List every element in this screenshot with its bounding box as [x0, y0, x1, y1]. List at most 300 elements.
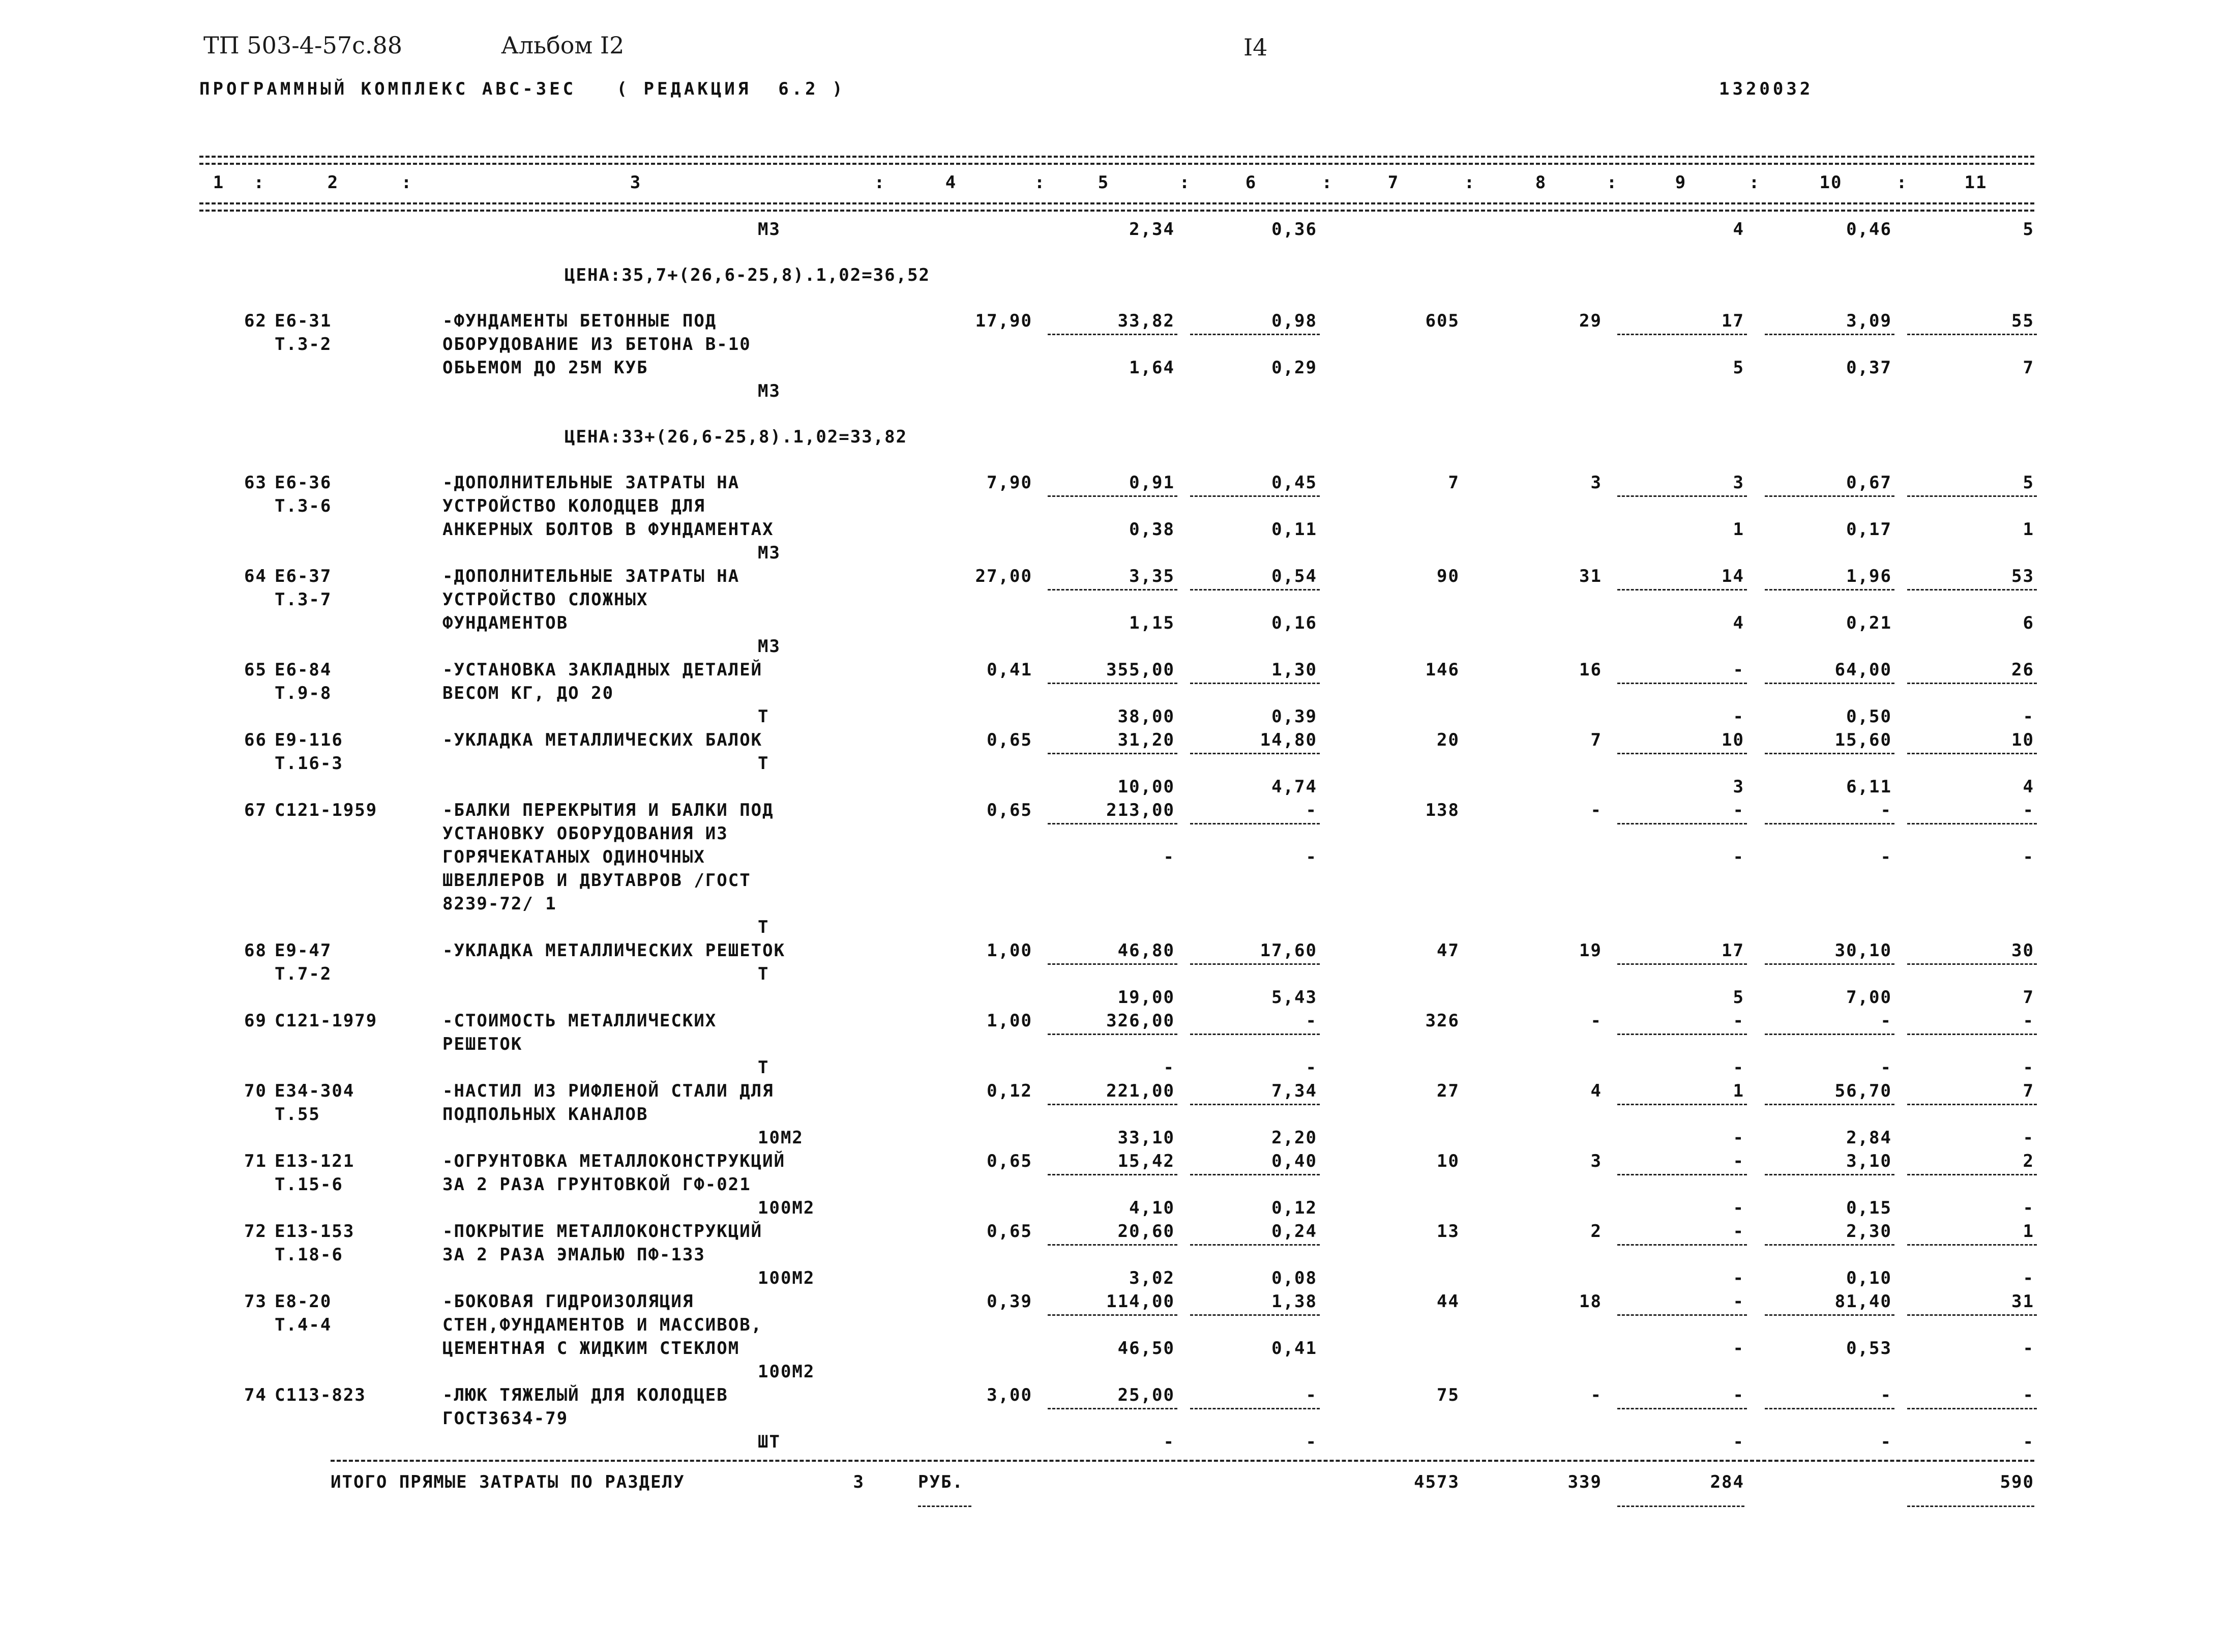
value-c4: 1,00: [987, 1011, 1032, 1031]
value-c4: 0,65: [987, 1151, 1032, 1171]
row-code: С121-1959: [275, 800, 378, 820]
row-number: 65: [244, 660, 267, 680]
program-line: ПРОГРАММНЫЙ КОМПЛЕКС АВС-3ЕС ( РЕДАКЦИЯ 6.2 ): [199, 79, 846, 99]
document-number: 1320032: [1719, 79, 1814, 99]
row-reference: Т.4-4: [275, 1315, 332, 1335]
row-code: Е9-116: [275, 730, 343, 750]
sub-value-c10: 0,15: [1846, 1198, 1892, 1218]
value-c9: 17: [1722, 940, 1744, 961]
column-separator: :: [1179, 172, 1191, 193]
sub-value-c5: 10,00: [1117, 777, 1175, 797]
total-section: 3: [853, 1472, 865, 1492]
column-number-8: 8: [1535, 172, 1547, 193]
value-c5: 25,00: [1117, 1385, 1175, 1405]
sub-value-c6: 2,20: [1271, 1128, 1317, 1148]
row-code: Е13-153: [275, 1221, 355, 1242]
value-c5: 3,35: [1129, 566, 1175, 586]
sub-divider: [1617, 1314, 1747, 1316]
sub-divider: [1617, 334, 1747, 335]
value-c11: 31: [2011, 1291, 2034, 1312]
sub-divider: [1765, 1244, 1894, 1246]
column-separator: :: [1464, 172, 1476, 193]
row-reference: Т.7-2: [275, 964, 332, 984]
total-c11-underline: [1907, 1506, 2034, 1507]
row-description: ОБЬЕМОМ ДО 25М КУБ: [442, 358, 648, 378]
row-number: 74: [244, 1385, 267, 1405]
column-number-3: 3: [630, 172, 642, 193]
value-c7: 326: [1425, 1011, 1460, 1031]
sub-value-c9: -: [1733, 1432, 1744, 1452]
value-c4: 0,39: [987, 1291, 1032, 1312]
row-number: 68: [244, 940, 267, 961]
sub-value-c11: 4: [2023, 777, 2034, 797]
value-c4: 7,90: [987, 473, 1032, 493]
sub-value-c9: -: [1733, 1057, 1744, 1078]
row-code: Е8-20: [275, 1291, 332, 1312]
value-c5: 213,00: [1106, 800, 1175, 820]
row-description: ГОРЯЧЕКАТАНЫХ ОДИНОЧНЫХ: [442, 847, 705, 867]
row-description: -ДОПОЛНИТЕЛЬНЫЕ ЗАТРАТЫ НА: [442, 566, 740, 586]
value-c7: 7: [1448, 473, 1460, 493]
row-description: -ПОКРЫТИЕ МЕТАЛЛОКОНСТРУКЦИЙ: [442, 1221, 763, 1242]
value-c5: 355,00: [1106, 660, 1175, 680]
row-reference: Т.55: [275, 1104, 320, 1125]
value-c7: 47: [1437, 940, 1460, 961]
value-c4: 0,12: [987, 1081, 1032, 1101]
sub-value-c9: 5: [1733, 987, 1744, 1008]
price-note: ЦЕНА:33+(26,6-25,8).1,02=33,82: [565, 427, 908, 447]
row-description: УСТРОЙСТВО СЛОЖНЫХ: [442, 589, 648, 610]
row-description: -ФУНДАМЕНТЫ БЕТОННЫЕ ПОД: [442, 311, 717, 331]
sub-value-c5: 0,38: [1129, 519, 1175, 540]
row-description: РЕШЕТОК: [442, 1034, 523, 1054]
sub-value-c10: 0,37: [1846, 358, 1892, 378]
value-c4: 3,00: [987, 1385, 1032, 1405]
sub-value-c9: -: [1733, 1268, 1744, 1288]
sub-value-c10: 6,11: [1846, 777, 1892, 797]
value-c11: -: [2023, 800, 2034, 820]
sub-divider: [1907, 753, 2037, 754]
value-c10: 3,10: [1846, 1151, 1892, 1171]
row-number: 66: [244, 730, 267, 750]
value-c6: 0,36: [1271, 219, 1317, 240]
sub-value-c11: -: [2023, 1268, 2034, 1288]
value-c6: -: [1306, 800, 1317, 820]
row-description: -УКЛАДКА МЕТАЛЛИЧЕСКИХ БАЛОК: [442, 730, 763, 750]
sub-divider: [1765, 683, 1894, 684]
sub-value-c10: -: [1880, 1057, 1892, 1078]
value-c11: 55: [2011, 311, 2034, 331]
row-description: ЗА 2 РАЗА ЭМАЛЬЮ ПФ-133: [442, 1245, 705, 1265]
value-c7: 44: [1437, 1291, 1460, 1312]
value-c7: 27: [1437, 1081, 1460, 1101]
value-c4: 0,65: [987, 1221, 1032, 1242]
sub-divider: [1190, 1104, 1320, 1105]
sub-divider: [1617, 683, 1747, 684]
value-c9: 10: [1722, 730, 1744, 750]
sub-divider: [1048, 1244, 1177, 1246]
sub-divider: [1617, 1408, 1747, 1409]
column-separator: :: [1748, 172, 1761, 193]
sub-divider: [1048, 1408, 1177, 1409]
sub-divider: [1907, 1244, 2037, 1246]
sub-value-c6: -: [1306, 1432, 1317, 1452]
sub-divider: [1617, 589, 1747, 591]
value-c10: 64,00: [1834, 660, 1892, 680]
sub-value-c6: -: [1306, 1057, 1317, 1078]
header-bottom-rule-2: [199, 210, 2034, 212]
sub-value-c6: 4,74: [1271, 777, 1317, 797]
unit-label: 100М2: [758, 1198, 815, 1218]
sub-divider: [1190, 589, 1320, 591]
total-c7: 4573: [1414, 1472, 1460, 1492]
page-number: I4: [1243, 34, 1268, 61]
sub-divider: [1765, 589, 1894, 591]
value-c11: 5: [2023, 473, 2034, 493]
row-reference: Т.9-8: [275, 683, 332, 703]
value-c6: 0,54: [1271, 566, 1317, 586]
sub-value-c5: -: [1163, 1057, 1175, 1078]
sub-value-c9: -: [1733, 847, 1744, 867]
sub-divider: [1765, 823, 1894, 824]
value-c8: 19: [1579, 940, 1602, 961]
row-reference: Т.3-7: [275, 589, 332, 610]
column-separator: :: [874, 172, 886, 193]
row-description: ФУНДАМЕНТОВ: [442, 613, 569, 633]
sub-divider: [1048, 683, 1177, 684]
sub-value-c11: -: [2023, 847, 2034, 867]
value-c6: 7,34: [1271, 1081, 1317, 1101]
value-c9: 17: [1722, 311, 1744, 331]
sub-divider: [1048, 334, 1177, 335]
sub-value-c6: 0,08: [1271, 1268, 1317, 1288]
value-c9: -: [1733, 1151, 1744, 1171]
sub-value-c11: -: [2023, 706, 2034, 727]
unit-label: Т: [758, 964, 769, 984]
row-description: ШВЕЛЛЕРОВ И ДВУТАВРОВ /ГОСТ: [442, 870, 751, 891]
sub-divider: [1048, 495, 1177, 497]
column-number-2: 2: [327, 172, 339, 193]
value-c9: -: [1733, 1385, 1744, 1405]
sub-value-c11: 1: [2023, 519, 2034, 540]
value-c8: 31: [1579, 566, 1602, 586]
sub-divider: [1617, 753, 1747, 754]
value-c5: 0,91: [1129, 473, 1175, 493]
value-c8: 4: [1590, 1081, 1602, 1101]
row-number: 70: [244, 1081, 267, 1101]
sub-divider: [1190, 753, 1320, 754]
row-code: Е6-31: [275, 311, 332, 331]
row-number: 72: [244, 1221, 267, 1242]
value-c11: -: [2023, 1385, 2034, 1405]
sub-divider: [1617, 495, 1747, 497]
row-code: С121-1979: [275, 1011, 378, 1031]
sub-value-c9: -: [1733, 1338, 1744, 1359]
row-description: -ДОПОЛНИТЕЛЬНЫЕ ЗАТРАТЫ НА: [442, 473, 740, 493]
value-c6: -: [1306, 1385, 1317, 1405]
sub-divider: [1190, 963, 1320, 965]
value-c9: 3: [1733, 473, 1744, 493]
row-code: Е34-304: [275, 1081, 355, 1101]
unit-label: М3: [758, 381, 781, 401]
value-c4: 0,41: [987, 660, 1032, 680]
row-description: -УСТАНОВКА ЗАКЛАДНЫХ ДЕТАЛЕЙ: [442, 660, 763, 680]
row-reference: Т.3-6: [275, 496, 332, 516]
row-description: ЦЕМЕНТНАЯ С ЖИДКИМ СТЕКЛОМ: [442, 1338, 740, 1359]
total-c9-underline: [1617, 1506, 1744, 1507]
sub-divider: [1617, 1244, 1747, 1246]
sub-divider: [1907, 823, 2037, 824]
value-c8: 18: [1579, 1291, 1602, 1312]
sub-divider: [1907, 683, 2037, 684]
row-description: 8239-72/ 1: [442, 894, 557, 914]
sub-divider: [1765, 1314, 1894, 1316]
value-c11: 10: [2011, 730, 2034, 750]
sub-divider: [1907, 334, 2037, 335]
unit-label: Т: [758, 753, 769, 774]
row-reference: Т.15-6: [275, 1174, 343, 1195]
value-c5: 46,80: [1117, 940, 1175, 961]
column-number-7: 7: [1387, 172, 1400, 193]
value-c9: -: [1733, 1221, 1744, 1242]
total-c9: 284: [1710, 1472, 1744, 1492]
sub-divider: [1190, 823, 1320, 824]
value-c7: 90: [1437, 566, 1460, 586]
value-c8: -: [1590, 1011, 1602, 1031]
value-c11: 7: [2023, 1081, 2034, 1101]
album-label: Альбом I2: [501, 32, 625, 59]
value-c8: -: [1590, 800, 1602, 820]
sub-divider: [1048, 963, 1177, 965]
sub-value-c5: 4,10: [1129, 1198, 1175, 1218]
column-number-1: 1: [213, 172, 225, 193]
value-c5: 326,00: [1106, 1011, 1175, 1031]
sub-divider: [1048, 1034, 1177, 1035]
sub-divider: [1617, 1034, 1747, 1035]
sub-divider: [1190, 683, 1320, 684]
value-c5: 33,82: [1117, 311, 1175, 331]
sub-divider: [1617, 963, 1747, 965]
sub-value-c9: -: [1733, 706, 1744, 727]
column-separator: :: [253, 172, 265, 193]
sub-divider: [1048, 589, 1177, 591]
sub-divider: [1190, 495, 1320, 497]
row-number: 67: [244, 800, 267, 820]
value-c7: 146: [1425, 660, 1460, 680]
sub-value-c11: -: [2023, 1057, 2034, 1078]
sub-value-c9: 5: [1733, 358, 1744, 378]
value-c10: 30,10: [1834, 940, 1892, 961]
sub-divider: [1765, 334, 1894, 335]
row-description: АНКЕРНЫХ БОЛТОВ В ФУНДАМЕНТАХ: [442, 519, 774, 540]
sub-value-c6: 0,39: [1271, 706, 1317, 727]
value-c11: 5: [2023, 219, 2034, 240]
value-c10: 0,46: [1846, 219, 1892, 240]
value-c6: 1,30: [1271, 660, 1317, 680]
value-c5: 15,42: [1117, 1151, 1175, 1171]
value-c8: 7: [1590, 730, 1602, 750]
sub-divider: [1765, 495, 1894, 497]
value-c7: 13: [1437, 1221, 1460, 1242]
row-description: -БОКОВАЯ ГИДРОИЗОЛЯЦИЯ: [442, 1291, 694, 1312]
value-c8: -: [1590, 1385, 1602, 1405]
value-c7: 20: [1437, 730, 1460, 750]
row-description: СТЕН,ФУНДАМЕНТОВ И МАССИВОВ,: [442, 1315, 763, 1335]
sub-divider: [1907, 589, 2037, 591]
value-c4: 1,00: [987, 940, 1032, 961]
value-c5: 31,20: [1117, 730, 1175, 750]
value-c10: 2,30: [1846, 1221, 1892, 1242]
sub-divider: [1907, 495, 2037, 497]
value-c5: 114,00: [1106, 1291, 1175, 1312]
value-c4: 0,65: [987, 730, 1032, 750]
value-c8: 3: [1590, 1151, 1602, 1171]
sub-divider: [1765, 1408, 1894, 1409]
value-c7: 138: [1425, 800, 1460, 820]
sub-divider: [1907, 1314, 2037, 1316]
row-reference: Т.16-3: [275, 753, 343, 774]
sub-value-c11: 6: [2023, 613, 2034, 633]
sub-value-c5: -: [1163, 847, 1175, 867]
value-c5: 221,00: [1106, 1081, 1175, 1101]
row-code: Е6-37: [275, 566, 332, 586]
sub-divider: [1617, 823, 1747, 824]
value-c10: 1,96: [1846, 566, 1892, 586]
sub-value-c5: 38,00: [1117, 706, 1175, 727]
sub-value-c10: 0,50: [1846, 706, 1892, 727]
value-c10: -: [1880, 1011, 1892, 1031]
sub-value-c11: 7: [2023, 987, 2034, 1008]
row-description: ВЕСОМ КГ, ДО 20: [442, 683, 614, 703]
value-c9: 14: [1722, 566, 1744, 586]
column-separator: :: [401, 172, 413, 193]
row-description: ПОДПОЛЬНЫХ КАНАЛОВ: [442, 1104, 648, 1125]
sub-value-c9: 3: [1733, 777, 1744, 797]
sub-divider: [1190, 334, 1320, 335]
unit-label: Т: [758, 1057, 769, 1078]
sub-divider: [1048, 753, 1177, 754]
value-c8: 3: [1590, 473, 1602, 493]
sub-divider: [1765, 753, 1894, 754]
value-c6: -: [1306, 1011, 1317, 1031]
value-c11: 53: [2011, 566, 2034, 586]
sub-divider: [1048, 1174, 1177, 1175]
sub-divider: [1765, 963, 1894, 965]
sub-divider: [1765, 1104, 1894, 1105]
row-number: 69: [244, 1011, 267, 1031]
value-c5: 2,34: [1129, 219, 1175, 240]
value-c8: 2: [1590, 1221, 1602, 1242]
value-c10: 15,60: [1834, 730, 1892, 750]
value-c10: 0,67: [1846, 473, 1892, 493]
sub-value-c10: 0,17: [1846, 519, 1892, 540]
value-c10: 56,70: [1834, 1081, 1892, 1101]
row-description: -ЛЮК ТЯЖЕЛЫЙ ДЛЯ КОЛОДЦЕВ: [442, 1385, 728, 1405]
sub-value-c5: -: [1163, 1432, 1175, 1452]
value-c10: -: [1880, 800, 1892, 820]
value-c9: 4: [1733, 219, 1744, 240]
value-c11: -: [2023, 1011, 2034, 1031]
value-c9: -: [1733, 1011, 1744, 1031]
value-c11: 1: [2023, 1221, 2034, 1242]
sub-value-c10: 2,84: [1846, 1128, 1892, 1148]
value-c10: 3,09: [1846, 311, 1892, 331]
row-description: ЗА 2 РАЗА ГРУНТОВКОЙ ГФ-021: [442, 1174, 751, 1195]
unit-label: М3: [758, 219, 781, 240]
value-c11: 30: [2011, 940, 2034, 961]
sub-value-c11: -: [2023, 1128, 2034, 1148]
sub-value-c11: -: [2023, 1198, 2034, 1218]
sub-value-c6: 0,11: [1271, 519, 1317, 540]
sub-divider: [1907, 1408, 2037, 1409]
value-c6: 17,60: [1260, 940, 1317, 961]
sub-value-c10: 0,10: [1846, 1268, 1892, 1288]
sub-divider: [1907, 1104, 2037, 1105]
sub-value-c11: -: [2023, 1432, 2034, 1452]
row-description: УСТРОЙСТВО КОЛОДЦЕВ ДЛЯ: [442, 496, 705, 516]
value-c7: 10: [1437, 1151, 1460, 1171]
row-description: -БАЛКИ ПЕРЕКРЫТИЯ И БАЛКИ ПОД: [442, 800, 774, 820]
column-separator: :: [1321, 172, 1333, 193]
sub-value-c5: 1,15: [1129, 613, 1175, 633]
unit-label: Т: [758, 706, 769, 727]
sub-value-c5: 3,02: [1129, 1268, 1175, 1288]
column-number-4: 4: [945, 172, 957, 193]
sub-divider: [1190, 1408, 1320, 1409]
sub-value-c11: -: [2023, 1338, 2034, 1359]
column-number-9: 9: [1675, 172, 1687, 193]
value-c10: 81,40: [1834, 1291, 1892, 1312]
value-c5: 20,60: [1117, 1221, 1175, 1242]
sub-divider: [1190, 1244, 1320, 1246]
row-description: ОБОРУДОВАНИЕ ИЗ БЕТОНА В-10: [442, 334, 751, 355]
sub-value-c5: 1,64: [1129, 358, 1175, 378]
total-currency: РУБ.: [918, 1472, 964, 1492]
value-c6: 0,40: [1271, 1151, 1317, 1171]
column-number-10: 10: [1819, 172, 1843, 193]
sub-value-c9: 4: [1733, 613, 1744, 633]
column-number-5: 5: [1098, 172, 1110, 193]
sub-divider: [1190, 1034, 1320, 1035]
sub-divider: [1048, 823, 1177, 824]
row-code: Е6-36: [275, 473, 332, 493]
column-separator: :: [1896, 172, 1908, 193]
column-separator: :: [1606, 172, 1618, 193]
sub-value-c9: -: [1733, 1198, 1744, 1218]
sub-value-c9: -: [1733, 1128, 1744, 1148]
sub-divider: [1617, 1104, 1747, 1105]
sub-value-c6: 0,16: [1271, 613, 1317, 633]
unit-label: М3: [758, 636, 781, 657]
document-code: ТП 503-4-57с.88: [203, 32, 403, 59]
sub-value-c5: 33,10: [1117, 1128, 1175, 1148]
row-reference: Т.18-6: [275, 1245, 343, 1265]
value-c6: 14,80: [1260, 730, 1317, 750]
value-c11: 26: [2011, 660, 2034, 680]
total-c8: 339: [1567, 1472, 1602, 1492]
column-separator: :: [1034, 172, 1046, 193]
value-c8: 16: [1579, 660, 1602, 680]
column-number-11: 11: [1964, 172, 1988, 193]
sub-divider: [1907, 1174, 2037, 1175]
header-bottom-rule: [199, 202, 2034, 204]
unit-label: 10М2: [758, 1128, 804, 1148]
value-c9: 1: [1733, 1081, 1744, 1101]
sub-value-c11: 7: [2023, 358, 2034, 378]
sub-value-c10: 0,21: [1846, 613, 1892, 633]
sub-divider: [1048, 1104, 1177, 1105]
sub-value-c5: 46,50: [1117, 1338, 1175, 1359]
